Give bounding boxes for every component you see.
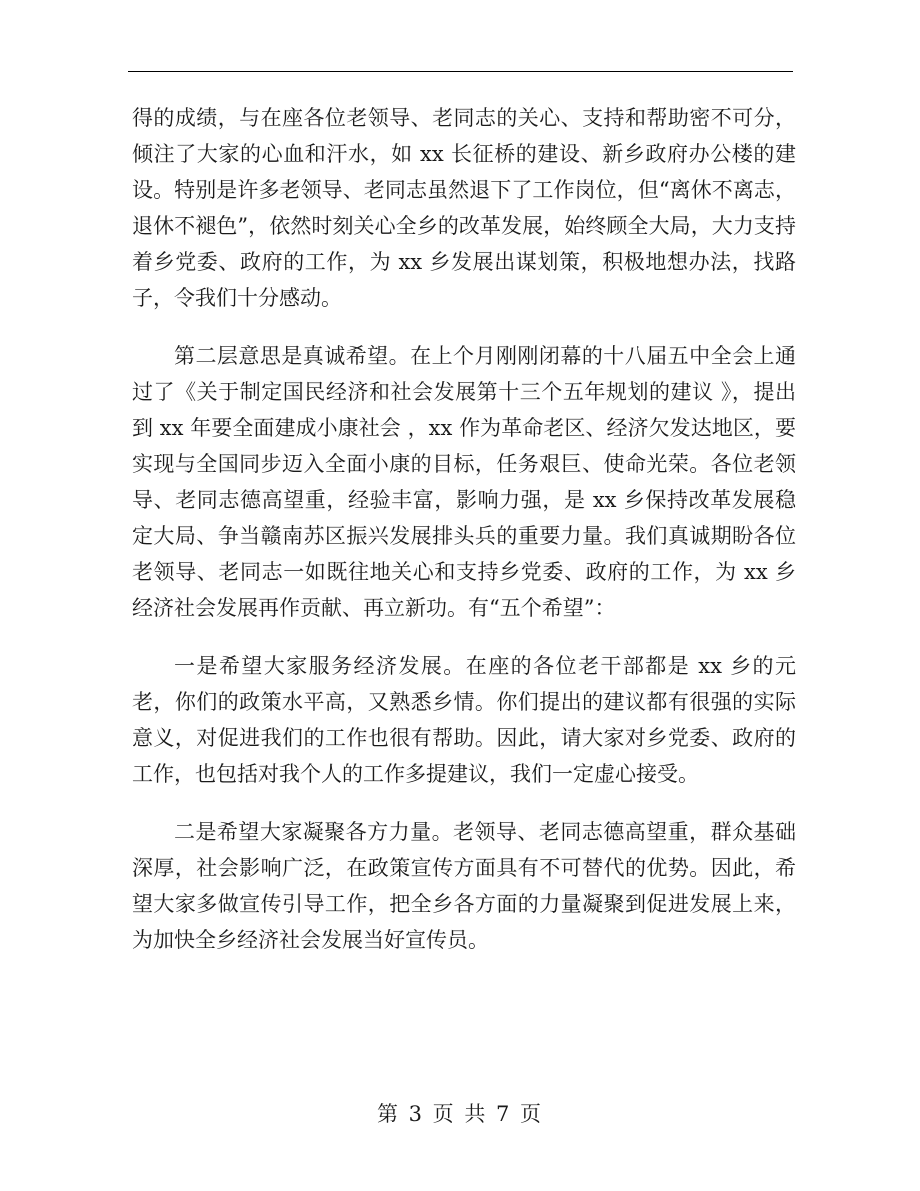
paragraph-continuation: 得的成绩，与在座各位老领导、老同志的关心、支持和帮助密不可分，倾注了大家的心血和汗水，如 xx 长征桥的建设、新乡政府办公楼的建设。特别是许多老领导、老同志虽然退下了工作岗位，但“离休不离志，退休不褪色”，依然时刻关心全乡的改革发展，始终顾全大局，大力支持着乡党委、政府的工作，为 xx 乡发展出谋划策，积极地想办法，找路子，令我们十分感动。 (132, 106, 796, 310)
document-body (132, 100, 796, 958)
paragraph-hope-two: 二是希望大家凝聚各方力量。老领导、老同志德高望重，群众基础深厚，社会影响广泛，在政策宣传方面具有不可替代的优势。因此，希望大家多做宣传引导工作，把全乡各方面的力量凝聚到促进发展上来，为加快全乡经济社会发展当好宣传员。 (132, 820, 796, 952)
header-rule (128, 71, 793, 72)
paragraph-second-meaning: 第二层意思是真诚希望。在上个月刚刚闭幕的十八届五中全会上通过了《关于制定国民经济和社会发展第十三个五年规划的建议 》，提出到 xx 年要全面建成小康社会 ，xx 作为革命老区、经济欠发达地区，要实现与全国同步迈入全面小康的目标，任务艰巨、使命光荣。各位老领导、老同志德高望重，经验丰富，影响力强，是 xx 乡保持改革发展稳定大局、争当赣南苏区振兴发展排头兵的重要力量。我们真诚期盼各位老领导、老同志一如既往地关心和支持乡党委、政府的工作，为 xx 乡经济社会发展再作贡献、再立新功。有“五个希望”： (132, 344, 796, 620)
paragraph-hope-one: 一是希望大家服务经济发展。在座的各位老干部都是 xx 乡的元老，你们的政策水平高，又熟悉乡情。你们提出的建议都有很强的实际意义，对促进我们的工作也很有帮助。因此，请大家对乡党委、政府的工作，也包括对我个人的工作多提建议，我们一定虚心接受。 (132, 654, 796, 786)
page-number-footer: 第 3 页 共 7 页 (376, 1102, 544, 1126)
